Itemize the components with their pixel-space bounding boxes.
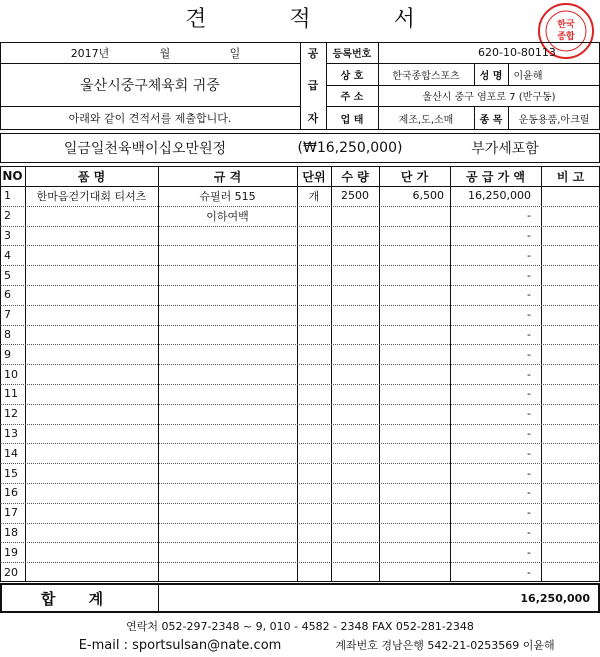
cell-name <box>25 463 158 483</box>
cell-qty <box>331 404 379 424</box>
cell-qty <box>331 503 379 523</box>
cell-no: 17 <box>4 506 18 520</box>
reg-value: 620-10-80113 <box>478 46 556 59</box>
cell-price <box>379 305 450 325</box>
cell-no: 4 <box>4 248 11 262</box>
cell-price <box>379 443 450 463</box>
cell-note <box>541 226 600 246</box>
cell-spec <box>158 344 297 364</box>
cell-price <box>379 463 450 483</box>
cell-no: 1 <box>4 189 11 203</box>
item-label: 종 목 <box>479 114 503 126</box>
submit-notice: 아래와 같이 견적서를 제출합니다. <box>68 112 232 125</box>
cell-qty <box>331 443 379 463</box>
cell-spec <box>158 285 297 305</box>
cell-spec <box>158 404 297 424</box>
cell-qty <box>331 344 379 364</box>
cell-note <box>541 503 600 523</box>
cell-name <box>25 245 158 265</box>
cell-price <box>379 384 450 404</box>
cell-amount: 16,250,000 <box>468 189 531 203</box>
cell-spec <box>158 443 297 463</box>
cell-unit <box>297 562 331 582</box>
cell-note <box>541 285 600 305</box>
cell-unit <box>297 305 331 325</box>
cell-spec <box>158 523 297 543</box>
cell-no: 6 <box>4 288 11 302</box>
supplier-label-1: 공 <box>307 46 319 60</box>
cell-note <box>541 344 600 364</box>
name-value: 이윤해 <box>513 70 543 82</box>
cell-qty <box>331 523 379 543</box>
cell-name <box>25 503 158 523</box>
total-amount: (₩16,250,000) <box>297 140 403 156</box>
cell-amount: - <box>527 308 531 322</box>
cell-price <box>379 206 450 226</box>
cell-spec <box>158 463 297 483</box>
cell-name <box>25 285 158 305</box>
cell-amount: - <box>527 327 531 341</box>
cell-unit <box>297 226 331 246</box>
cell-no: 15 <box>4 466 18 480</box>
cell-note <box>541 384 600 404</box>
cell-no: 18 <box>4 525 18 539</box>
cell-price <box>379 483 450 503</box>
cell-amount: - <box>527 426 531 440</box>
cell-no: 3 <box>4 228 11 242</box>
cell-amount: - <box>527 506 531 520</box>
cell-spec <box>158 483 297 503</box>
cell-no: 9 <box>4 347 11 361</box>
cell-unit <box>297 424 331 444</box>
svg-text:한국: 한국 <box>557 20 575 30</box>
cell-amount: - <box>527 486 531 500</box>
cell-name <box>25 443 158 463</box>
cell-amount: - <box>527 347 531 361</box>
cell-qty <box>331 463 379 483</box>
cell-amount: - <box>527 288 531 302</box>
address-label: 주 소 <box>340 92 364 103</box>
cell-qty <box>331 562 379 582</box>
cell-name <box>25 483 158 503</box>
cell-spec: 슈필러 515 <box>199 189 256 203</box>
col-qty-header: 수 량 <box>341 169 369 184</box>
cell-name <box>25 344 158 364</box>
cell-unit <box>297 265 331 285</box>
cell-amount: - <box>527 387 531 401</box>
cell-spec: 이하여백 <box>206 209 249 223</box>
cell-note <box>541 245 600 265</box>
cell-amount: - <box>527 525 531 539</box>
cell-unit <box>297 206 331 226</box>
cell-qty <box>331 542 379 562</box>
date-month: 월 <box>159 46 171 60</box>
cell-qty <box>331 384 379 404</box>
date-day: 일 <box>229 46 241 60</box>
cell-qty <box>331 325 379 345</box>
cell-name <box>25 325 158 345</box>
cell-amount: - <box>527 268 531 282</box>
cell-amount: - <box>527 367 531 381</box>
biz-value: 제조,도,소매 <box>398 114 454 126</box>
cell-unit <box>297 463 331 483</box>
cell-note <box>541 443 600 463</box>
cell-qty <box>331 245 379 265</box>
cell-no: 7 <box>4 308 11 322</box>
company-label: 상 호 <box>340 70 364 82</box>
cell-note <box>541 542 600 562</box>
cell-spec <box>158 562 297 582</box>
cell-unit <box>297 325 331 345</box>
cell-name <box>25 424 158 444</box>
cell-no: 10 <box>4 367 18 381</box>
reg-label: 등록번호 <box>332 49 372 60</box>
cell-qty: 2500 <box>341 189 369 203</box>
cell-note <box>541 206 600 226</box>
cell-unit <box>297 384 331 404</box>
cell-price <box>379 285 450 305</box>
cell-note <box>541 305 600 325</box>
cell-unit <box>297 483 331 503</box>
cell-unit <box>297 245 331 265</box>
cell-qty <box>331 206 379 226</box>
cell-unit <box>297 285 331 305</box>
cell-price: 6,500 <box>412 189 444 203</box>
cell-price <box>379 245 450 265</box>
company-value: 한국종합스포츠 <box>392 70 460 82</box>
total-korean: 일금일천육백이십오만원정 <box>63 141 227 157</box>
svg-text:종합: 종합 <box>557 32 575 42</box>
cell-note <box>541 364 600 384</box>
cell-spec <box>158 384 297 404</box>
cell-spec <box>158 325 297 345</box>
col-no-header: NO <box>2 169 23 183</box>
cell-amount: - <box>527 565 531 579</box>
cell-price <box>379 503 450 523</box>
cell-name <box>25 562 158 582</box>
cell-qty <box>331 424 379 444</box>
cell-spec <box>158 364 297 384</box>
supplier-label-3: 자 <box>307 112 319 125</box>
cell-price <box>379 542 450 562</box>
cell-note <box>541 463 600 483</box>
recipient: 울산시중구체육회 귀중 <box>80 77 220 94</box>
cell-price <box>379 265 450 285</box>
cell-note <box>541 562 600 582</box>
cell-note <box>541 404 600 424</box>
cell-amount: - <box>527 407 531 421</box>
cell-unit <box>297 542 331 562</box>
cell-spec <box>158 226 297 246</box>
col-spec-header: 규 격 <box>213 169 242 184</box>
cell-note <box>541 186 600 206</box>
footer-account: 계좌번호 경남은행 542-21-0253569 이윤해 <box>335 639 555 652</box>
cell-note <box>541 523 600 543</box>
date-year: 2017년 <box>70 46 110 60</box>
cell-note <box>541 325 600 345</box>
cell-amount: - <box>527 446 531 460</box>
cell-qty <box>331 364 379 384</box>
cell-amount: - <box>527 248 531 262</box>
cell-no: 2 <box>4 209 11 223</box>
cell-no: 8 <box>4 327 11 341</box>
cell-name <box>25 384 158 404</box>
cell-name <box>25 523 158 543</box>
cell-unit <box>297 503 331 523</box>
cell-no: 20 <box>4 565 18 579</box>
cell-price <box>379 226 450 246</box>
cell-amount: - <box>527 209 531 223</box>
document-title: 견 적 서 <box>185 7 453 32</box>
cell-unit <box>297 443 331 463</box>
cell-qty <box>331 305 379 325</box>
cell-price <box>379 325 450 345</box>
name-label: 성 명 <box>479 70 503 82</box>
supplier-label-2: 급 <box>307 79 319 92</box>
cell-spec <box>158 503 297 523</box>
cell-no: 12 <box>4 407 18 421</box>
cell-price <box>379 364 450 384</box>
cell-qty <box>331 226 379 246</box>
cell-price <box>379 562 450 582</box>
cell-no: 5 <box>4 268 11 282</box>
col-price-header: 단 가 <box>400 169 429 184</box>
cell-price <box>379 344 450 364</box>
cell-name <box>25 305 158 325</box>
col-note-header: 비 고 <box>556 169 585 184</box>
cell-no: 19 <box>4 545 18 559</box>
cell-qty <box>331 483 379 503</box>
cell-no: 13 <box>4 426 18 440</box>
cell-spec <box>158 245 297 265</box>
cell-unit <box>297 523 331 543</box>
cell-note <box>541 265 600 285</box>
cell-name <box>25 404 158 424</box>
cell-price <box>379 424 450 444</box>
cell-amount: - <box>527 228 531 242</box>
cell-unit: 개 <box>308 189 320 203</box>
cell-amount: - <box>527 545 531 559</box>
cell-name <box>25 206 158 226</box>
cell-note <box>541 424 600 444</box>
col-unit-header: 단위 <box>302 169 326 184</box>
item-value: 운동용품,아크릴 <box>518 114 590 126</box>
cell-name <box>25 542 158 562</box>
total-vat: 부가세포함 <box>471 141 539 157</box>
cell-price <box>379 523 450 543</box>
cell-qty <box>331 285 379 305</box>
address-value: 울산시 중구 염포로 7 (반구동) <box>422 92 556 103</box>
col-name-header: 품 명 <box>77 169 106 184</box>
cell-price <box>379 404 450 424</box>
footer-contact: 연락처 052-297-2348 ~ 9, 010 - 4582 - 2348 FAX 052-281-2348 <box>126 620 474 633</box>
cell-unit <box>297 344 331 364</box>
footer-email: E-mail : sportsulsan@nate.com <box>78 637 282 653</box>
sum-label: 합 계 <box>40 589 118 608</box>
cell-name <box>25 265 158 285</box>
biz-label: 업 태 <box>340 114 364 126</box>
cell-name <box>25 364 158 384</box>
cell-qty <box>331 265 379 285</box>
cell-no: 16 <box>4 486 18 500</box>
cell-spec <box>158 542 297 562</box>
cell-name: 한마음걷기대회 티셔츠 <box>36 189 147 203</box>
sum-value: 16,250,000 <box>520 591 590 605</box>
cell-unit <box>297 364 331 384</box>
cell-note <box>541 483 600 503</box>
cell-no: 14 <box>4 446 18 460</box>
cell-spec <box>158 424 297 444</box>
cell-unit <box>297 404 331 424</box>
cell-amount: - <box>527 466 531 480</box>
col-amount-header: 공 급 가 액 <box>466 169 525 184</box>
cell-no: 11 <box>4 387 18 401</box>
cell-name <box>25 226 158 246</box>
cell-spec <box>158 305 297 325</box>
cell-spec <box>158 265 297 285</box>
